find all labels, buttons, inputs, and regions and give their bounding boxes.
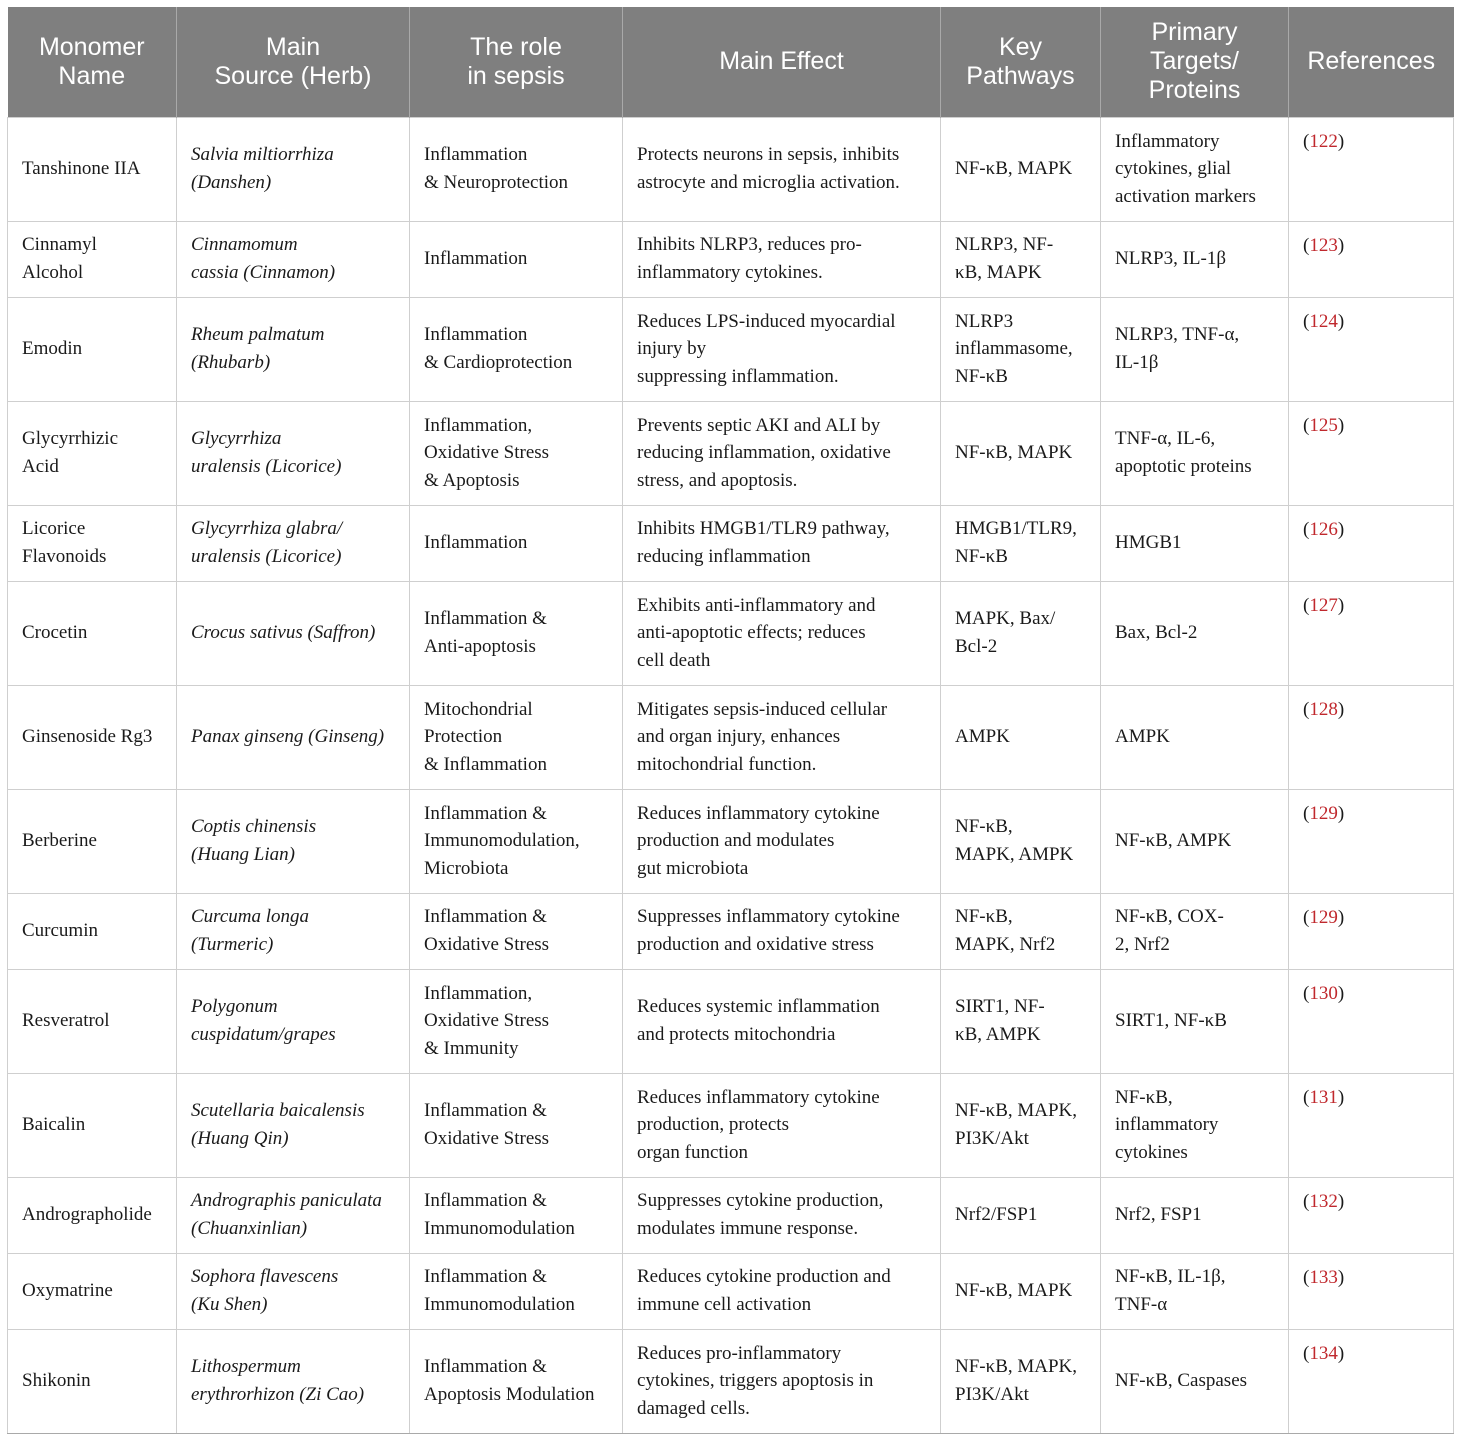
cell-main-source: Sophora flavescens (Ku Shen) (177, 1253, 410, 1329)
cell-monomer-name: Curcumin (8, 893, 177, 969)
reference-link[interactable]: 123 (1309, 234, 1338, 256)
cell-main-effect: Inhibits HMGB1/TLR9 pathway, reducing inflammation (623, 505, 941, 581)
cell-role: Inflammation & Immunomodulation (410, 1253, 623, 1329)
cell-role: Inflammation & Cardioprotection (410, 297, 623, 401)
cell-role: Inflammation, Oxidative Stress & Apoptosis (410, 401, 623, 505)
reference-link[interactable]: 129 (1309, 906, 1338, 928)
cell-main-effect: Suppresses cytokine production, modulates immune response. (623, 1177, 941, 1253)
header-role: The role in sepsis (410, 7, 623, 117)
cell-main-effect: Prevents septic AKI and ALI by reducing inflammation, oxidative stress, and apoptosis. (623, 401, 941, 505)
cell-monomer-name: Emodin (8, 297, 177, 401)
cell-main-source: Coptis chinensis (Huang Lian) (177, 789, 410, 893)
cell-key-pathways: SIRT1, NF- κB, AMPK (941, 969, 1101, 1073)
table-row (8, 297, 1454, 401)
cell-main-effect: Reduces inflammatory cytokine production and modulates gut microbiota (623, 789, 941, 893)
table-row (8, 1329, 1454, 1433)
cell-role: Inflammation & Oxidative Stress (410, 893, 623, 969)
cell-references: (129) (1289, 893, 1454, 969)
table-row (8, 893, 1454, 969)
cell-primary-targets: NF-κB, inflammatory cytokines (1101, 1073, 1289, 1177)
table-header-row (8, 7, 1454, 117)
cell-monomer-name: Baicalin (8, 1073, 177, 1177)
cell-monomer-name: Crocetin (8, 581, 177, 685)
cell-role: Inflammation, Oxidative Stress & Immunity (410, 969, 623, 1073)
header-main-source: Main Source (Herb) (177, 7, 410, 117)
cell-key-pathways: NLRP3 inflammasome, NF-κB (941, 297, 1101, 401)
cell-main-source: Andrographis paniculata (Chuanxinlian) (177, 1177, 410, 1253)
reference-link[interactable]: 130 (1309, 982, 1338, 1004)
cell-primary-targets: TNF-α, IL-6, apoptotic proteins (1101, 401, 1289, 505)
cell-primary-targets: NF-κB, IL-1β, TNF-α (1101, 1253, 1289, 1329)
cell-primary-targets: Bax, Bcl-2 (1101, 581, 1289, 685)
cell-monomer-name: Oxymatrine (8, 1253, 177, 1329)
cell-key-pathways: NF-κB, MAPK (941, 1253, 1101, 1329)
cell-references: (132) (1289, 1177, 1454, 1253)
header-key-pathways: Key Pathways (941, 7, 1101, 117)
cell-references: (130) (1289, 969, 1454, 1073)
cell-main-effect: Reduces systemic inflammation and protects mitochondria (623, 969, 941, 1073)
cell-primary-targets: NF-κB, COX- 2, Nrf2 (1101, 893, 1289, 969)
cell-monomer-name: Licorice Flavonoids (8, 505, 177, 581)
cell-main-source: Salvia miltiorrhiza (Danshen) (177, 117, 410, 221)
cell-references: (126) (1289, 505, 1454, 581)
cell-main-source: Panax ginseng (Ginseng) (177, 685, 410, 789)
cell-main-source: Glycyrrhiza uralensis (Licorice) (177, 401, 410, 505)
cell-key-pathways: AMPK (941, 685, 1101, 789)
cell-key-pathways: NF-κB, MAPK, PI3K/Akt (941, 1329, 1101, 1433)
cell-role: Inflammation & Anti-apoptosis (410, 581, 623, 685)
cell-main-effect: Reduces inflammatory cytokine production, protects organ function (623, 1073, 941, 1177)
table-row (8, 401, 1454, 505)
cell-main-source: Scutellaria baicalensis (Huang Qin) (177, 1073, 410, 1177)
cell-primary-targets: NF-κB, AMPK (1101, 789, 1289, 893)
cell-references: (134) (1289, 1329, 1454, 1433)
cell-main-source: Curcuma longa (Turmeric) (177, 893, 410, 969)
cell-role: Inflammation & Oxidative Stress (410, 1073, 623, 1177)
cell-primary-targets: NF-κB, Caspases (1101, 1329, 1289, 1433)
cell-references: (128) (1289, 685, 1454, 789)
table-row (8, 969, 1454, 1073)
table-row (8, 221, 1454, 297)
table-row (8, 117, 1454, 221)
cell-references: (127) (1289, 581, 1454, 685)
cell-primary-targets: Nrf2, FSP1 (1101, 1177, 1289, 1253)
cell-primary-targets: SIRT1, NF-κB (1101, 969, 1289, 1073)
cell-main-source: Rheum palmatum (Rhubarb) (177, 297, 410, 401)
cell-primary-targets: HMGB1 (1101, 505, 1289, 581)
cell-key-pathways: NF-κB, MAPK, PI3K/Akt (941, 1073, 1101, 1177)
reference-link[interactable]: 125 (1309, 414, 1338, 436)
cell-main-effect: Reduces LPS-induced myocardial injury by suppressing inflammation. (623, 297, 941, 401)
reference-link[interactable]: 129 (1309, 802, 1338, 824)
cell-monomer-name: Ginsenoside Rg3 (8, 685, 177, 789)
cell-primary-targets: NLRP3, TNF-α, IL-1β (1101, 297, 1289, 401)
cell-main-source: Polygonum cuspidatum/grapes (177, 969, 410, 1073)
cell-monomer-name: Resveratrol (8, 969, 177, 1073)
header-primary-targets: Primary Targets/ Proteins (1101, 7, 1289, 117)
reference-link[interactable]: 134 (1309, 1342, 1338, 1364)
table-row (8, 1253, 1454, 1329)
cell-main-effect: Suppresses inflammatory cytokine production and oxidative stress (623, 893, 941, 969)
reference-link[interactable]: 127 (1309, 594, 1338, 616)
cell-main-effect: Mitigates sepsis-induced cellular and organ injury, enhances mitochondrial function. (623, 685, 941, 789)
reference-link[interactable]: 124 (1309, 310, 1338, 332)
cell-role: Inflammation & Apoptosis Modulation (410, 1329, 623, 1433)
reference-link[interactable]: 133 (1309, 1266, 1338, 1288)
cell-references: (131) (1289, 1073, 1454, 1177)
cell-main-source: Cinnamomum cassia (Cinnamon) (177, 221, 410, 297)
header-references: References (1289, 7, 1454, 117)
table-row (8, 505, 1454, 581)
cell-role: Mitochondrial Protection & Inflammation (410, 685, 623, 789)
table-body (8, 117, 1454, 1433)
cell-key-pathways: NLRP3, NF- κB, MAPK (941, 221, 1101, 297)
cell-monomer-name: Cinnamyl Alcohol (8, 221, 177, 297)
cell-key-pathways: HMGB1/TLR9, NF-κB (941, 505, 1101, 581)
cell-key-pathways: NF-κB, MAPK, AMPK (941, 789, 1101, 893)
header-monomer-name: Monomer Name (8, 7, 177, 117)
table-row (8, 789, 1454, 893)
table-row (8, 685, 1454, 789)
cell-main-source: Lithospermum erythrorhizon (Zi Cao) (177, 1329, 410, 1433)
cell-main-effect: Exhibits anti-inflammatory and anti-apoptotic effects; reduces cell death (623, 581, 941, 685)
reference-link[interactable]: 132 (1309, 1190, 1338, 1212)
cell-main-effect: Inhibits NLRP3, reduces pro- inflammatory cytokines. (623, 221, 941, 297)
cell-key-pathways: NF-κB, MAPK (941, 117, 1101, 221)
cell-role: Inflammation (410, 221, 623, 297)
sepsis-monomers-table (7, 7, 1454, 1434)
cell-primary-targets: AMPK (1101, 685, 1289, 789)
cell-key-pathways: NF-κB, MAPK (941, 401, 1101, 505)
reference-link[interactable]: 122 (1309, 130, 1338, 152)
cell-role: Inflammation & Immunomodulation (410, 1177, 623, 1253)
reference-link[interactable]: 128 (1309, 698, 1338, 720)
table-row (8, 581, 1454, 685)
cell-references: (125) (1289, 401, 1454, 505)
cell-main-effect: Reduces pro-inflammatory cytokines, triggers apoptosis in damaged cells. (623, 1329, 941, 1433)
table-row (8, 1177, 1454, 1253)
cell-main-effect: Reduces cytokine production and immune cell activation (623, 1253, 941, 1329)
cell-monomer-name: Andrographolide (8, 1177, 177, 1253)
cell-primary-targets: NLRP3, IL-1β (1101, 221, 1289, 297)
cell-monomer-name: Tanshinone IIA (8, 117, 177, 221)
cell-key-pathways: NF-κB, MAPK, Nrf2 (941, 893, 1101, 969)
cell-key-pathways: MAPK, Bax/ Bcl-2 (941, 581, 1101, 685)
cell-monomer-name: Berberine (8, 789, 177, 893)
cell-primary-targets: Inflammatory cytokines, glial activation markers (1101, 117, 1289, 221)
reference-link[interactable]: 126 (1309, 518, 1338, 540)
reference-link[interactable]: 131 (1309, 1086, 1338, 1108)
cell-references: (122) (1289, 117, 1454, 221)
cell-role: Inflammation (410, 505, 623, 581)
cell-main-source: Glycyrrhiza glabra/ uralensis (Licorice) (177, 505, 410, 581)
cell-main-effect: Protects neurons in sepsis, inhibits astrocyte and microglia activation. (623, 117, 941, 221)
cell-references: (129) (1289, 789, 1454, 893)
cell-references: (123) (1289, 221, 1454, 297)
cell-role: Inflammation & Neuroprotection (410, 117, 623, 221)
cell-references: (124) (1289, 297, 1454, 401)
cell-key-pathways: Nrf2/FSP1 (941, 1177, 1101, 1253)
cell-monomer-name: Shikonin (8, 1329, 177, 1433)
cell-main-source: Crocus sativus (Saffron) (177, 581, 410, 685)
cell-references: (133) (1289, 1253, 1454, 1329)
cell-monomer-name: Glycyrrhizic Acid (8, 401, 177, 505)
header-main-effect: Main Effect (623, 7, 941, 117)
table-row (8, 1073, 1454, 1177)
cell-role: Inflammation & Immunomodulation, Microbiota (410, 789, 623, 893)
